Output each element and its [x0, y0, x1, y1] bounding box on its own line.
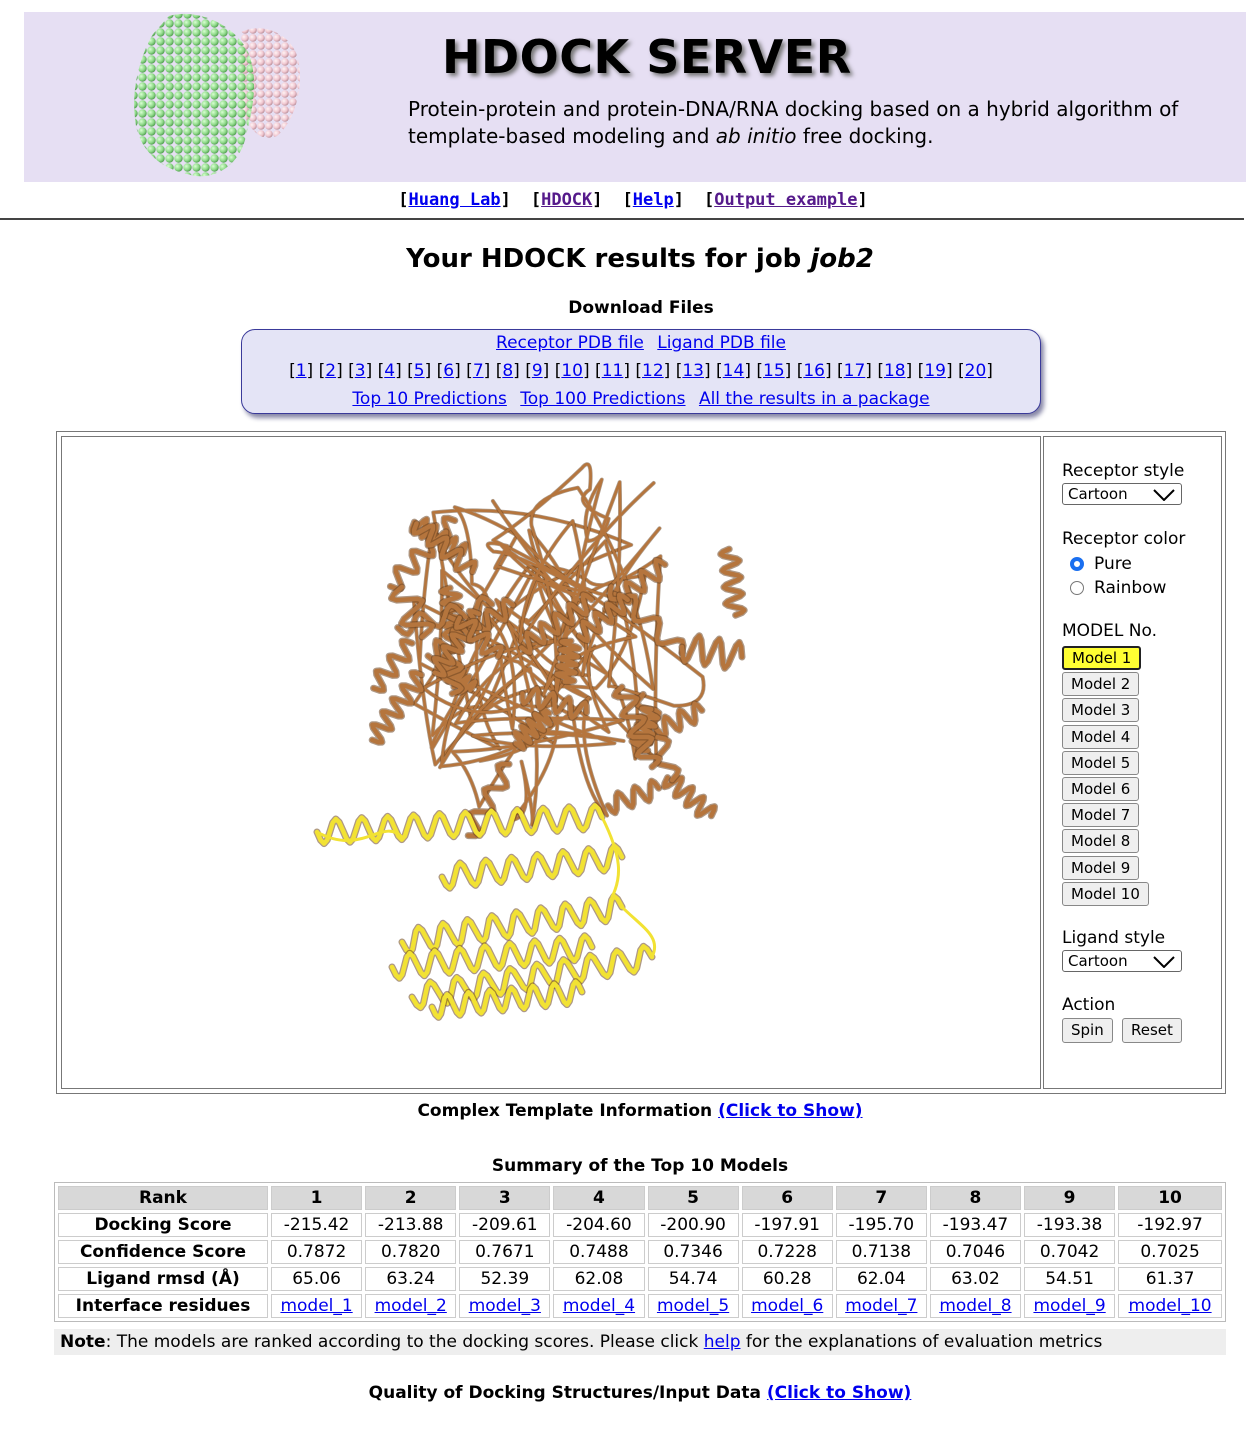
value-cell: -200.90 [648, 1213, 739, 1237]
interface-cell [553, 1294, 644, 1318]
rank-cell: 7 [836, 1186, 927, 1210]
model-button[interactable]: Model 1 [1062, 646, 1141, 670]
row-label: Ligand rmsd (Å) [58, 1267, 268, 1291]
table-row [58, 1240, 1222, 1264]
model-button[interactable]: Model 8 [1062, 829, 1139, 853]
value-cell: 52.39 [459, 1267, 550, 1291]
model-download-link[interactable]: 1 [295, 361, 307, 381]
header-divider [0, 218, 1244, 220]
model-download-link[interactable]: 3 [354, 361, 366, 381]
value-cell: -195.70 [836, 1213, 927, 1237]
value-cell: -193.47 [930, 1213, 1021, 1237]
rank-cell: 5 [648, 1186, 739, 1210]
quality-info: Quality of Docking Structures/Input Data (Click to Show) [368, 1383, 912, 1403]
action-label: Action [1062, 995, 1116, 1015]
molecule-canvas[interactable] [61, 436, 1041, 1089]
model-download-link[interactable]: 16 [803, 361, 825, 381]
docked-complex-render [62, 437, 1040, 1088]
interface-residues-link[interactable]: model_2 [374, 1296, 447, 1316]
receptor-style-label: Receptor style [1062, 461, 1185, 481]
row-label: Interface residues [58, 1294, 268, 1318]
row-label: Confidence Score [58, 1240, 268, 1264]
value-cell: 63.02 [930, 1267, 1021, 1291]
chevron-down-icon [1153, 956, 1175, 968]
description-line-1: Protein-protein and protein-DNA/RNA docking based on a hybrid algorithm of [408, 97, 1179, 121]
chevron-down-icon [1153, 489, 1175, 501]
row-label: Docking Score [58, 1213, 268, 1237]
nav-link-hdock[interactable]: HDOCK [541, 190, 593, 210]
value-cell: 0.7046 [930, 1240, 1021, 1264]
interface-cell [648, 1294, 739, 1318]
value-cell: -193.38 [1024, 1213, 1115, 1237]
protein-complex-logo [129, 10, 309, 180]
value-cell: -215.42 [271, 1213, 362, 1237]
interface-residues-link[interactable]: model_6 [751, 1296, 824, 1316]
interface-residues-link[interactable]: model_5 [656, 1296, 730, 1316]
rank-cell: 9 [1024, 1186, 1115, 1210]
all-results-package-link[interactable]: All the results in a package [698, 389, 930, 409]
model-download-link[interactable]: 5 [413, 361, 425, 381]
table-row [58, 1213, 1222, 1237]
rank-cell: 10 [1118, 1186, 1222, 1210]
model-download-link[interactable]: 8 [502, 361, 514, 381]
value-cell: -197.91 [742, 1213, 833, 1237]
model-download-link[interactable]: 7 [472, 361, 484, 381]
model-download-link[interactable]: 14 [722, 361, 745, 381]
interface-cell [1118, 1294, 1222, 1318]
spin-button[interactable]: Spin [1062, 1018, 1113, 1043]
model-download-link[interactable]: 4 [384, 361, 396, 381]
interface-cell [742, 1294, 833, 1318]
rank-cell: 2 [365, 1186, 456, 1210]
interface-residues-link[interactable]: model_8 [939, 1296, 1012, 1316]
complex-template-show-link[interactable]: (Click to Show) [718, 1101, 863, 1121]
value-cell: 62.08 [553, 1267, 644, 1291]
model-download-link[interactable]: 19 [924, 361, 946, 381]
server-description [408, 96, 1240, 150]
download-box [241, 329, 1041, 414]
top-nav: [Huang Lab] [HDOCK] [Help] [Output example] [398, 190, 868, 210]
job-name: job2 [810, 244, 874, 274]
interface-cell [1024, 1294, 1115, 1318]
page-title: Your HDOCK results for job job2 [406, 244, 874, 274]
interface-residues-link[interactable]: model_1 [280, 1296, 353, 1316]
interface-cell [836, 1294, 927, 1318]
structure-viewer [56, 431, 1226, 1094]
value-cell: -192.97 [1118, 1213, 1222, 1237]
value-cell: 0.7820 [365, 1240, 456, 1264]
receptor-style-select[interactable]: Cartoon [1062, 483, 1182, 505]
interface-cell [930, 1294, 1021, 1318]
model-download-link[interactable]: 12 [642, 361, 664, 381]
value-cell: 0.7488 [553, 1240, 644, 1264]
model-download-link[interactable]: 13 [682, 361, 704, 381]
model-button[interactable]: Model 2 [1062, 672, 1139, 696]
model-button[interactable]: Model 7 [1062, 803, 1139, 827]
value-cell: 60.28 [742, 1267, 833, 1291]
value-cell: 62.04 [836, 1267, 927, 1291]
model-download-link[interactable]: 2 [325, 361, 337, 381]
radio-button[interactable] [1070, 581, 1084, 595]
summary-heading: Summary of the Top 10 Models [491, 1156, 789, 1176]
value-cell: 0.7228 [742, 1240, 833, 1264]
rank-cell: 6 [742, 1186, 833, 1210]
table-row [58, 1186, 1222, 1210]
model-download-link[interactable]: 11 [601, 361, 624, 381]
receptor-pdb-link[interactable]: Receptor PDB file [496, 333, 644, 353]
interface-residues-link[interactable]: model_4 [562, 1296, 636, 1316]
value-cell: 65.06 [271, 1267, 362, 1291]
interface-residues-link[interactable]: model_9 [1033, 1296, 1106, 1316]
model-download-link[interactable]: 9 [531, 361, 543, 381]
model-download-link[interactable]: 18 [883, 361, 906, 381]
table-row [58, 1267, 1222, 1291]
value-cell: 0.7138 [836, 1240, 927, 1264]
nav-link-output-example[interactable]: Output example [714, 190, 858, 210]
top100-predictions-link[interactable]: Top 100 Predictions [520, 389, 686, 409]
value-cell: 0.7671 [459, 1240, 550, 1264]
model-number-links: [1] [2] [3] [4] [5] [6] [7] [8] [9] [10] [11] [12] [13] [14] [15] [16] [17] [18] [19] [20] [289, 361, 993, 381]
rank-cell: 8 [930, 1186, 1021, 1210]
model-button[interactable]: Model 4 [1062, 725, 1139, 749]
value-cell: -204.60 [553, 1213, 644, 1237]
model-button[interactable]: Model 5 [1062, 751, 1139, 775]
ranking-note: Note: The models are ranked according to the docking scores. Please click help for the explanations of evaluation metrics [54, 1329, 1226, 1355]
interface-cell [271, 1294, 362, 1318]
interface-cell [365, 1294, 456, 1318]
radio-rainbow[interactable]: Rainbow [1070, 578, 1166, 598]
rank-cell: 4 [553, 1186, 644, 1210]
note-help-link[interactable]: help [703, 1332, 741, 1352]
receptor-color-label: Receptor color [1062, 529, 1186, 549]
ligand-style-select[interactable]: Cartoon [1062, 950, 1182, 972]
model-button[interactable]: Model 9 [1062, 856, 1139, 880]
model-download-link[interactable]: 10 [561, 361, 583, 381]
rank-header: Rank [58, 1186, 268, 1210]
model-button[interactable]: Model 10 [1062, 882, 1149, 906]
model-no-label: MODEL No. [1062, 621, 1157, 641]
model-download-link[interactable]: 6 [443, 361, 455, 381]
model-button[interactable]: Model 3 [1062, 698, 1139, 722]
interface-residues-link[interactable]: model_3 [468, 1296, 541, 1316]
model-button[interactable]: Model 6 [1062, 777, 1139, 801]
table-row [58, 1294, 1222, 1318]
download-files-heading: Download Files [568, 298, 714, 318]
server-title: HDOCK SERVER [442, 30, 852, 84]
quality-show-link[interactable]: (Click to Show) [766, 1383, 912, 1403]
value-cell: -209.61 [459, 1213, 550, 1237]
header-banner [24, 12, 1246, 182]
complex-template-info: Complex Template Information (Click to Show) [417, 1101, 863, 1121]
model-download-link[interactable]: 15 [763, 361, 785, 381]
radio-pure[interactable]: Pure [1070, 554, 1132, 574]
top10-predictions-link[interactable]: Top 10 Predictions [352, 389, 507, 409]
value-cell: 61.37 [1118, 1267, 1222, 1291]
nav-link-help[interactable]: Help [632, 190, 674, 210]
ligand-style-label: Ligand style [1062, 928, 1166, 948]
interface-residues-link[interactable]: model_7 [845, 1296, 918, 1316]
reset-button[interactable]: Reset [1122, 1018, 1182, 1043]
value-cell: 54.74 [648, 1267, 739, 1291]
description-line-2: template-based modeling and ab initio free docking. [408, 124, 934, 148]
value-cell: 0.7025 [1118, 1240, 1222, 1264]
value-cell: 63.24 [365, 1267, 456, 1291]
rank-cell: 1 [271, 1186, 362, 1210]
rank-cell: 3 [459, 1186, 550, 1210]
summary-table [54, 1182, 1226, 1322]
value-cell: 0.7346 [648, 1240, 739, 1264]
model-download-link[interactable]: 20 [964, 361, 987, 381]
value-cell: 0.7042 [1024, 1240, 1115, 1264]
viewer-control-panel [1043, 436, 1222, 1089]
interface-residues-link[interactable]: model_10 [1128, 1296, 1212, 1316]
radio-button-selected[interactable] [1070, 557, 1084, 571]
value-cell: 0.7872 [271, 1240, 362, 1264]
value-cell: 54.51 [1024, 1267, 1115, 1291]
interface-cell [459, 1294, 550, 1318]
nav-link-huang-lab[interactable]: Huang Lab [408, 190, 501, 210]
model-download-link[interactable]: 17 [843, 361, 866, 381]
value-cell: -213.88 [365, 1213, 456, 1237]
ligand-pdb-link[interactable]: Ligand PDB file [657, 333, 786, 353]
